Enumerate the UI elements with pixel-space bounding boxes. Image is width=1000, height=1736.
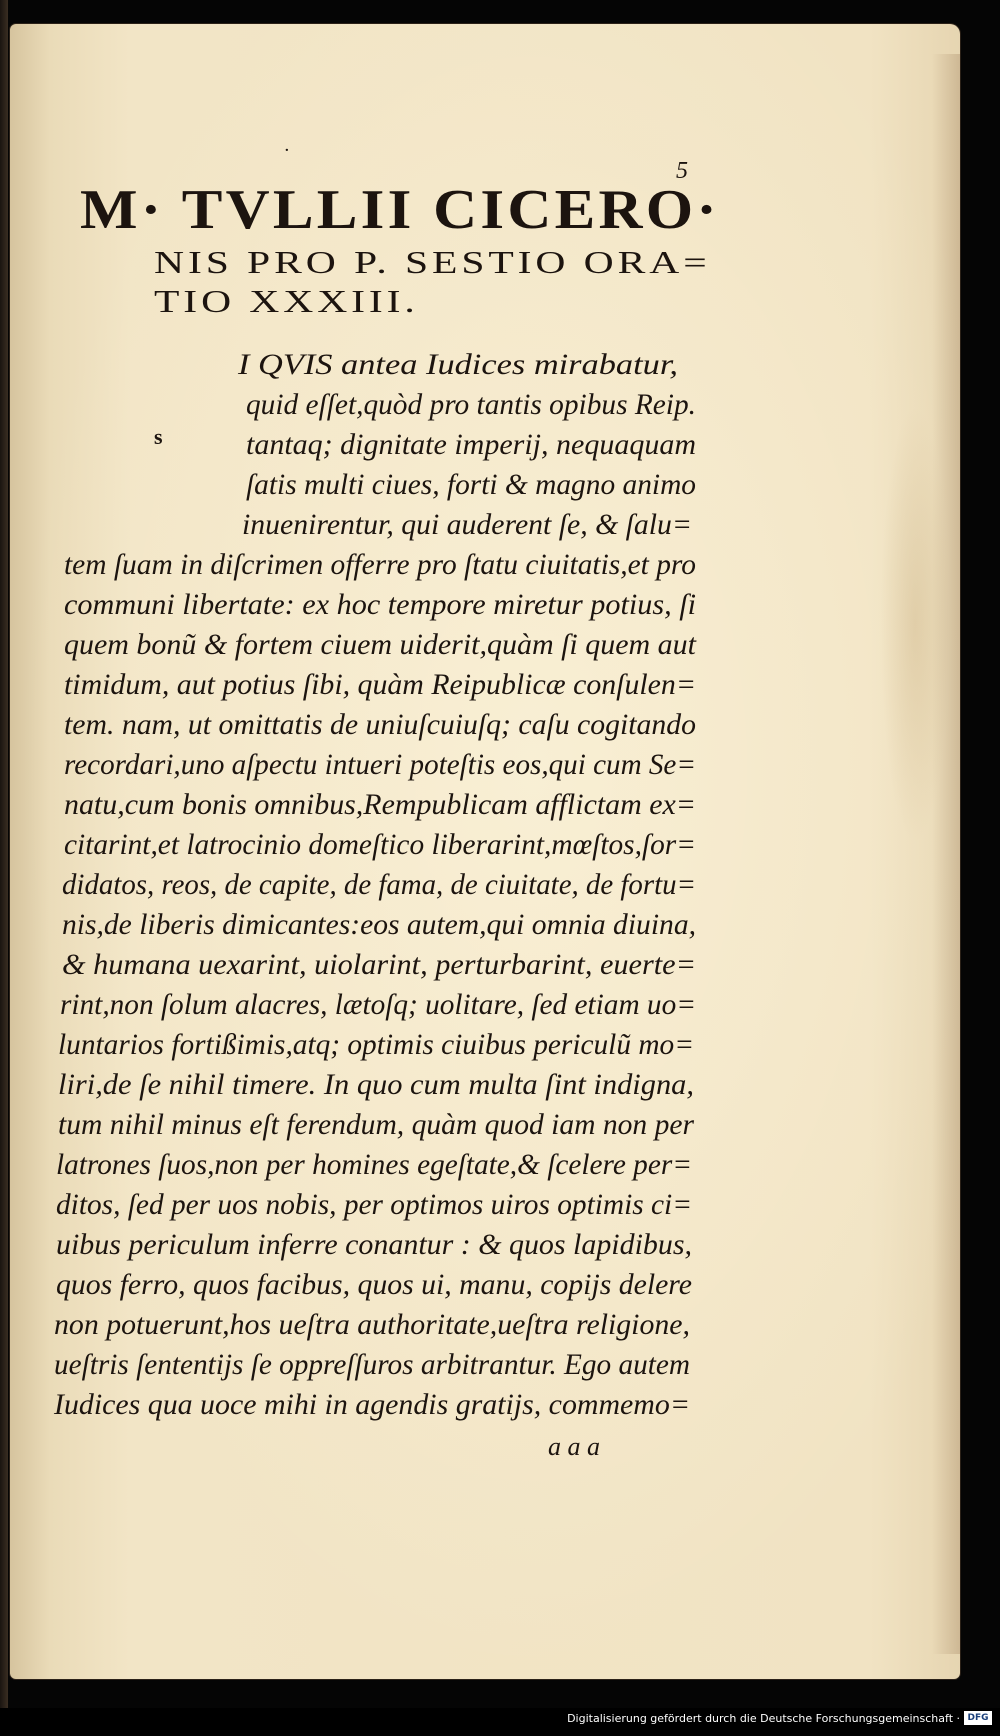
catchword: a a a [548, 1432, 600, 1461]
text-line: rint,non ſolum alacres, lætoſq; uolitare, ſed etiam uo= [60, 988, 696, 1021]
text-line: recordari,uno aſpectu intueri poteſtis eos,qui cum Se= [64, 748, 696, 781]
dfg-logo: DFG [964, 1711, 992, 1725]
text-line: latrones ſuos,non per homines egeſtate,& ſcelere per= [56, 1148, 692, 1181]
text-line: tem ſuam in diſcrimen offerre pro ſtatu ciuitatis,et pro [64, 548, 696, 581]
text-line: & humana uexarint, uiolarint, perturbarint, euerte= [62, 948, 697, 981]
text-line: tum nihil minus eſt ferendum, quàm quod iam non per [58, 1108, 694, 1141]
text-line: quem bonũ & fortem ciuem uiderit,quàm ſi quem aut [64, 628, 696, 661]
text-line: ditos, ſed per uos nobis, per optimos uiros optimis ci= [56, 1188, 692, 1221]
text-line: tem. nam, ut omittatis de uniuſcuiuſq; caſu cogitando [64, 708, 696, 741]
text-line: communi libertate: ex hoc tempore miretur potius, ſi [64, 588, 696, 621]
text-line: tantaq; dignitate imperij, nequaquam [246, 428, 696, 461]
heading-line-2: NIS PRO P. SESTIO ORA= [154, 244, 711, 280]
text-line: Iudices qua uoce mihi in agendis gratijs, commemo= [54, 1388, 690, 1421]
text-line: uibus periculum inferre conantur : & quos lapidibus, [56, 1228, 692, 1261]
digitization-credit: Digitalisierung gefördert durch die Deutsche Forschungsgemeinschaft · [567, 1712, 960, 1725]
margin-mark: s [154, 424, 163, 449]
text-line: citarint,et latrocinio domeſtico liberarint,mœſtos,ſor= [64, 828, 696, 861]
text-line: non potuerunt,hos ueſtra authoritate,ueſtra religione, [54, 1308, 690, 1341]
text-line: timidum, aut potius ſibi, quàm Reipublicæ conſulen= [64, 668, 696, 701]
text-line: inuenirentur, qui auderent ſe, & ſalu= [242, 508, 692, 541]
top-mark: · [284, 140, 290, 161]
text-line: ſatis multi ciues, forti & magno animo [246, 468, 696, 501]
text-line: ueſtris ſententijs ſe oppreſſuros arbitrantur. Ego autem [54, 1348, 690, 1381]
text-line: quos ferro, quos facibus, quos ui, manu, copijs delere [56, 1268, 692, 1301]
text-line: liri,de ſe nihil timere. In quo cum multa ſint indigna, [58, 1068, 694, 1101]
page-number: 5 [676, 158, 688, 184]
text-line: didatos, reos, de capite, de fama, de ciuitate, de fortu= [62, 868, 696, 901]
text-line: natu,cum bonis omnibus,Rempublicam afflictam ex= [64, 788, 696, 821]
heading-line-3: TIO XXXIII. [154, 283, 419, 319]
text-line: luntarios fortißimis,atq; optimis ciuibus periculũ mo= [58, 1028, 694, 1061]
text-line: quid eſſet,quòd pro tantis opibus Reip. [246, 388, 696, 421]
text-line: nis,de liberis dimicantes:eos autem,qui omnia diuina, [62, 908, 696, 941]
heading-line-1: M· TVLLII CICERO· [80, 179, 720, 241]
text-line: I QVIS antea Iudices mirabatur, [238, 348, 678, 381]
